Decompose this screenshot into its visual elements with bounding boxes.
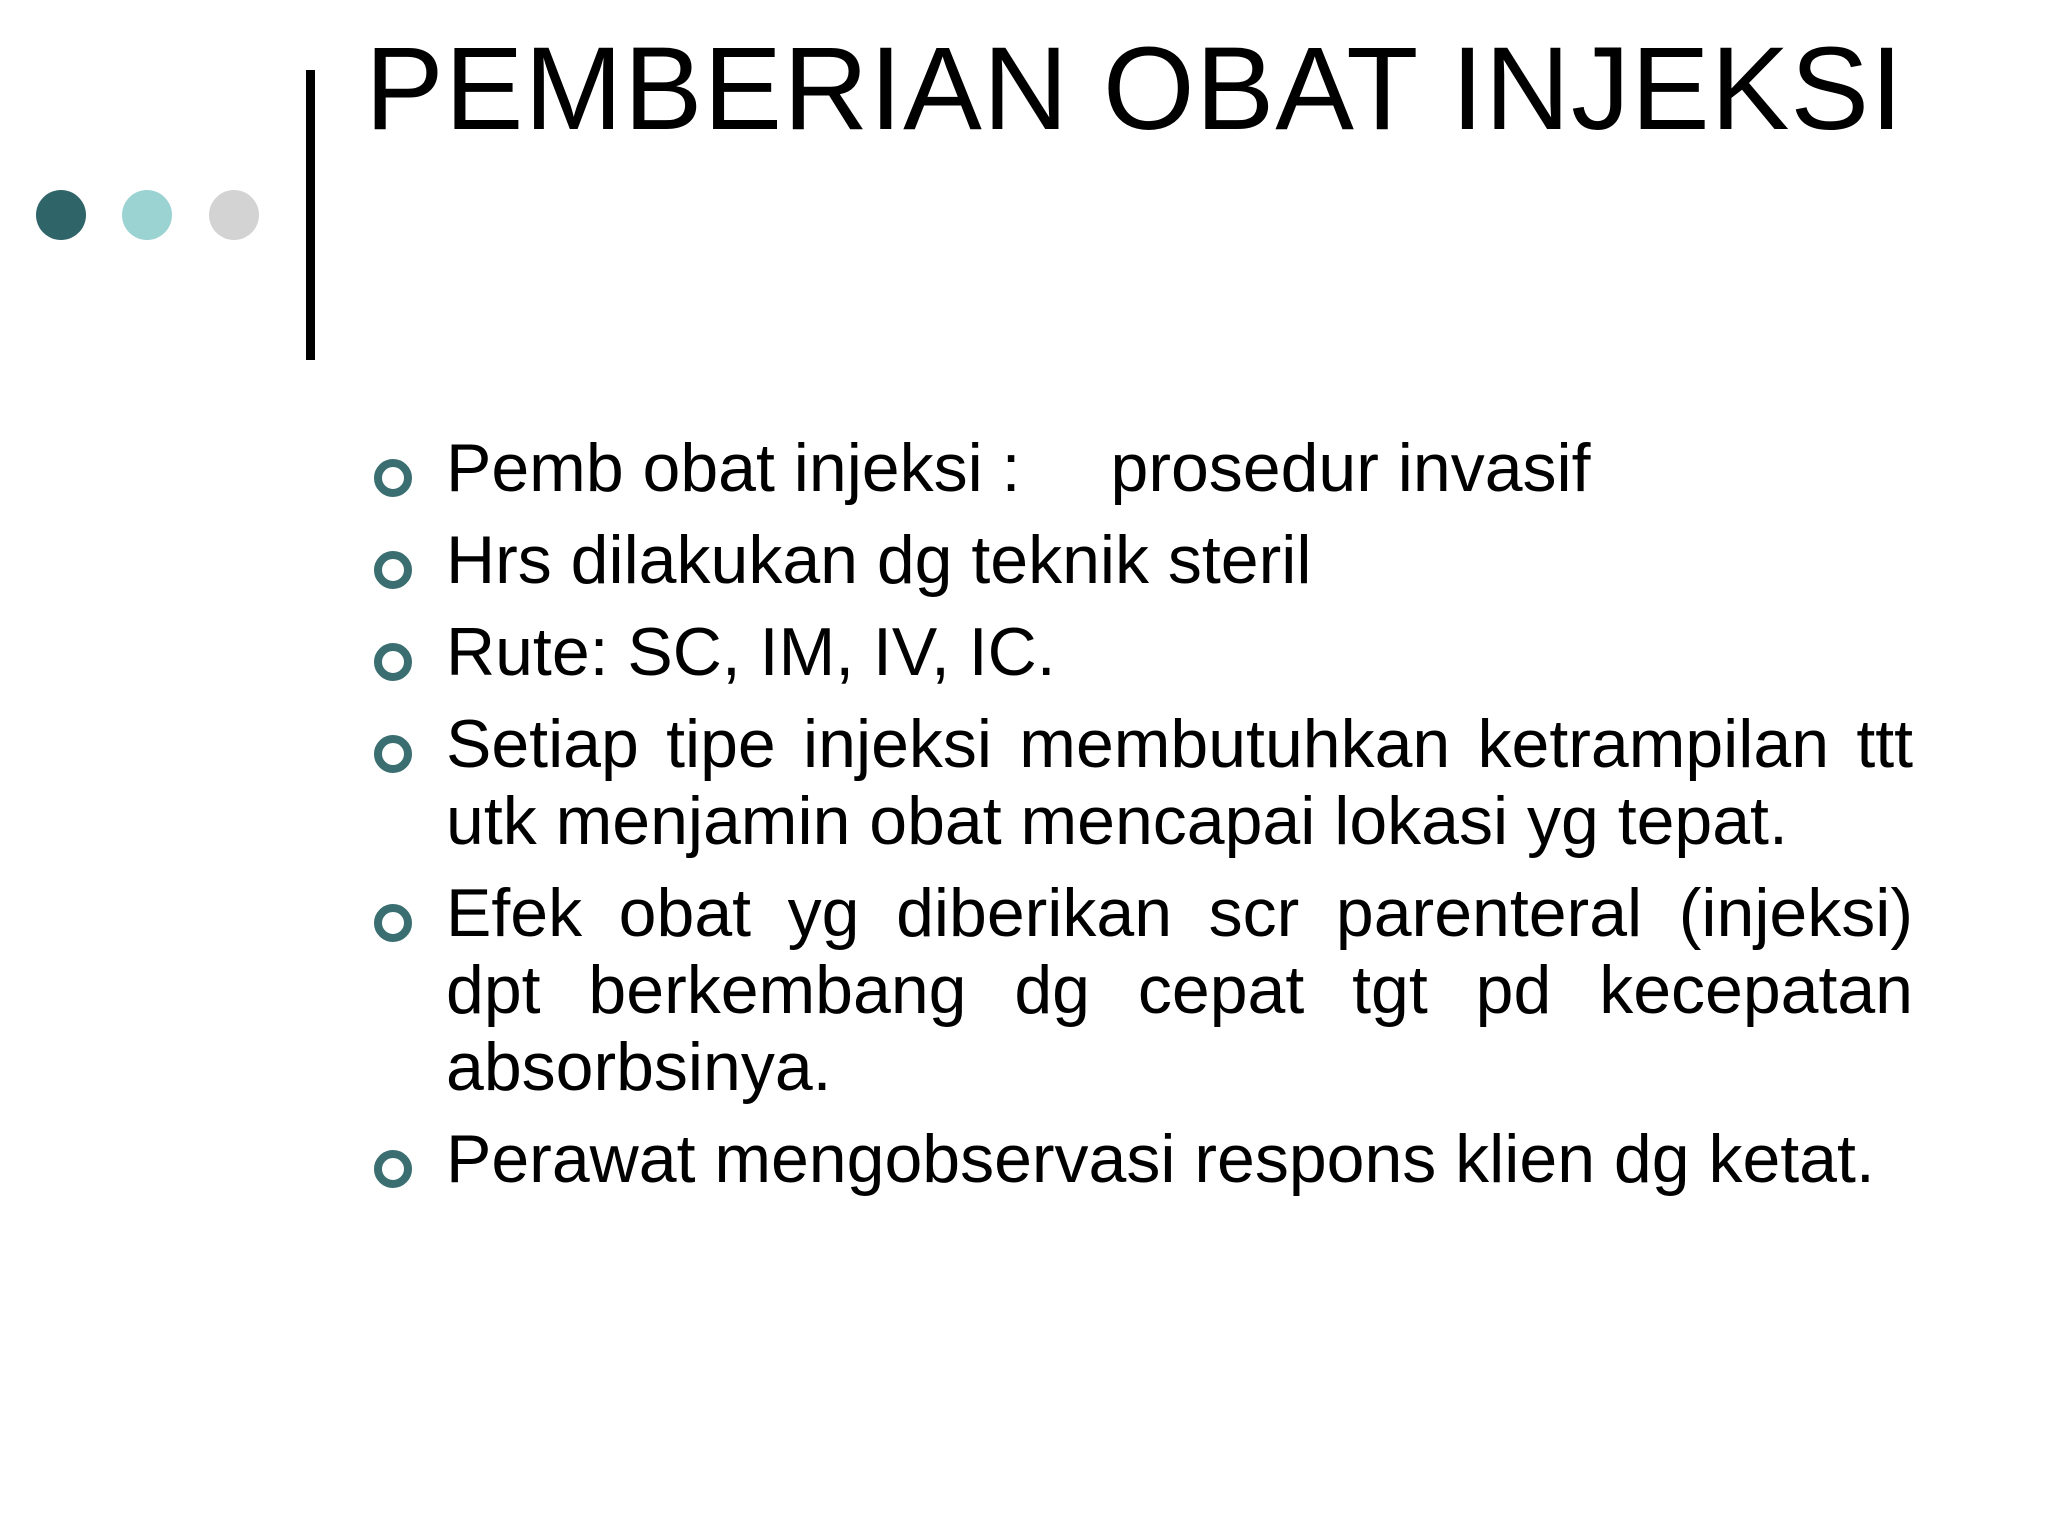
hollow-circle-bullet-icon	[374, 735, 412, 773]
hollow-circle-bullet-icon	[374, 904, 412, 942]
slide-title: PEMBERIAN OBAT INJEKSI	[365, 23, 1904, 155]
hollow-circle-bullet-icon	[374, 459, 412, 497]
hollow-circle-bullet-icon	[374, 1150, 412, 1188]
decorative-dot-light-icon	[122, 190, 172, 240]
bullet-list	[368, 430, 1913, 1213]
bullet-text: Perawat mengobservasi respons klien dg ketat.	[446, 1121, 1875, 1197]
title-divider	[306, 70, 315, 360]
bullet-item	[368, 430, 1913, 507]
bullet-label: Pemb obat injeksi :	[446, 430, 1021, 506]
bullet-text: Hrs dilakukan dg teknik steril	[446, 522, 1312, 598]
bullet-item	[368, 614, 1913, 691]
bullet-item	[368, 706, 1913, 860]
bullet-item	[368, 1121, 1913, 1198]
decorative-dot-grey-icon	[209, 190, 259, 240]
bullet-item	[368, 522, 1913, 599]
bullet-value: prosedur invasif	[1110, 430, 1591, 506]
decorative-dot-dark-icon	[36, 190, 86, 240]
hollow-circle-bullet-icon	[374, 551, 412, 589]
hollow-circle-bullet-icon	[374, 643, 412, 681]
bullet-text: Efek obat yg diberikan scr parenteral (injeksi) dpt berkembang dg cepat tgt pd kecepatan absorbsinya.	[446, 875, 1913, 1105]
bullet-item	[368, 875, 1913, 1106]
bullet-text: Rute: SC, IM, IV, IC.	[446, 614, 1056, 690]
bullet-text: Setiap tipe injeksi membutuhkan ketrampilan ttt utk menjamin obat mencapai lokasi yg tepat.	[446, 706, 1913, 859]
